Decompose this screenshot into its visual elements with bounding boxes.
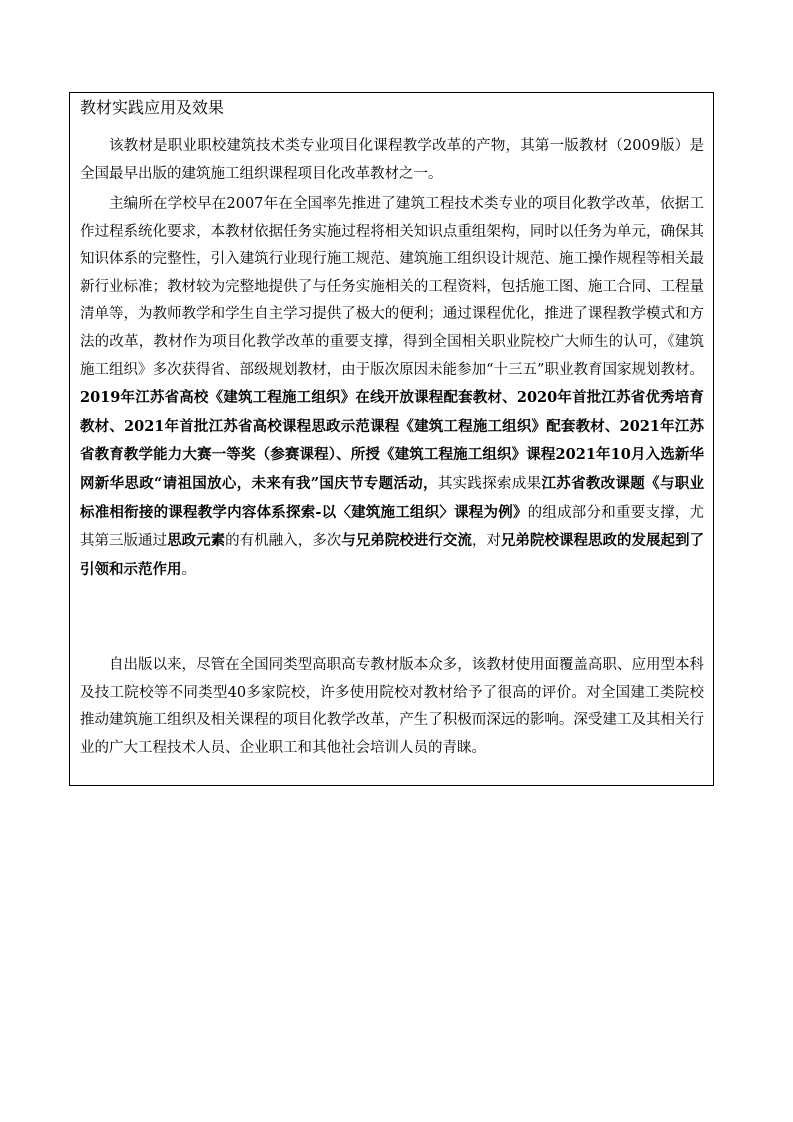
p2-bold-ideology-elements: 思政元素 — [167, 532, 226, 550]
p2-bold-research-project: 江苏省教改课题《与职业标准相衔接的课程教学内容体系探索-以〈建筑施工组织〉课程为例》 — [80, 474, 705, 521]
section-heading: 教材实践应用及效果 — [80, 98, 225, 117]
p2-bold-awards: 2019年江苏省高校《建筑工程施工组织》在线开放课程配套教材、2020年首批江苏省优秀培育教材、2021年首批江苏省高校课程思政示范课程《建筑工程施工组织》配套教材、2021年江苏省教育教学能力大赛一等奖（参赛课程）、所授《建筑工程施工组织》课程2021年10月入选新华网新华思政“请祖国放心，未来有我”国庆节专题活动， — [80, 389, 704, 492]
p2-text-1: 主编所在学校早在2007年在全国率先推进了建筑工程技术类专业的项目化教学改革，依据工作过程系统化要求，本教材依据任务实施过程将相关知识点重组架构，同时以任务为单元，确保其知识体系的完整性，引入建筑行业现行施工规范、建筑施工组织设计规范、施工操作规程等相关最新行业标准；教材较为完整地提供了与任务实施相关的工程资料，包括施工图、施工合同、工程量清单等，为教师教学和学生自主学习提供了极大的便利；通过课程优化，推进了课程教学模式和方法的改革，教材作为项目化教学改革的重要支撑，得到全国相关职业院校广大师生的认可，《建筑施工组织》多次获得省、部级规划教材，由于版次原因未能参加“十三五”职业教育国家规划教材。 — [80, 196, 704, 378]
content-table-cell — [69, 92, 714, 786]
p2-text-5: ，对 — [471, 533, 501, 550]
p2-bold-exchange: 与兄弟院校进行交流 — [341, 532, 472, 550]
paragraph-2 — [80, 191, 704, 584]
paragraph-1: 该教材是职业职校建筑技术类专业项目化课程教学改革的产物，其第一版教材（2009版）是全国最早出版的建筑施工组织课程项目化改革教材之一。 — [80, 138, 704, 182]
p2-text-3: 的组成部分和重要支撑，尤其第三版通过 — [80, 504, 705, 550]
p2-bold-leading-role: 兄弟院校课程思政的发展起到了引领和示范作用 — [80, 532, 705, 578]
p2-text-6: 。 — [181, 561, 196, 578]
paragraph-3: 自出版以来，尽管在全国同类型高职高专教材版本众多，该教材使用面覆盖高职、应用型本科及技工院校等不同类型40多家院校，许多使用院校对教材给予了很高的评价。对全国建工类院校推动建筑施工组织及相关课程的项目化教学改革，产生了积极而深远的影响。深受建工及其相关行业的广大工程技术人员、企业职工和其他社会培训人员的青睐。 — [80, 657, 704, 756]
p2-text-4: 的有机融入，多次 — [225, 533, 342, 550]
p2-text-2: 其实践探索成果 — [437, 475, 542, 492]
